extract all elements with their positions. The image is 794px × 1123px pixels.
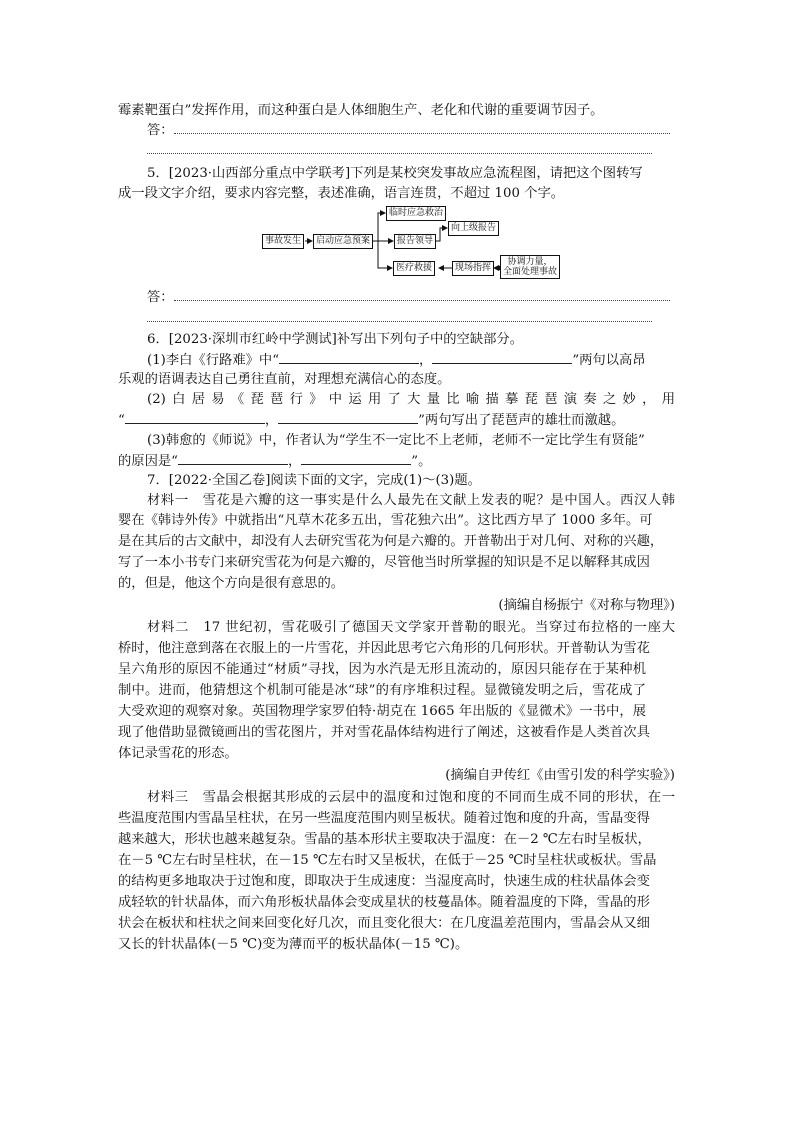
flow-node-report-superior: 向上级报告: [448, 221, 499, 236]
q5-line-2: 成一段文字介绍，要求内容完整，表述准确，语言连贯，不超过 100 个字。: [118, 186, 565, 201]
flow-node-first-aid: 临时应急救治: [386, 206, 446, 221]
m2-line: 现了他借助显微镜画出的雪花图片，并对雪花晶体结构进行了阐述，这被看作是人类首次具: [118, 725, 650, 740]
flow-node-accident: 事故发生: [262, 234, 304, 249]
fill-blank[interactable]: [301, 451, 411, 465]
m1-line: 的，但是，他这个方向是很有意思的。: [118, 576, 345, 591]
q6-2-line-2: [118, 410, 646, 431]
flow-node-coordinate: [500, 255, 560, 279]
m2-line: 大受欢迎的观察对象。英国物理学家罗伯特·胡克在 1665 年出版的《显微术》一书中，展: [118, 704, 646, 719]
flow-node-coordinate-line-1: 协调力量，: [507, 257, 553, 267]
q6-3-line-2: [118, 451, 646, 472]
answer-label: 答：: [147, 123, 174, 138]
fill-blank[interactable]: [278, 410, 418, 424]
answer-dotted-line: [174, 288, 670, 301]
m3-line: 状会在板状和柱状之间来回变化好几次，而且变化很大：在几度温差范围内，雪晶会从又细: [118, 916, 650, 931]
flow-node-report-leader: 报告领导: [394, 234, 436, 249]
m3-line: 些温度范围内雪晶呈柱状，在另一些温度范围内则呈板状。随着过饱和度的升高，雪晶变得: [118, 811, 650, 826]
comma: ，: [264, 413, 279, 428]
m2-line: 桥时，他注意到落在衣服上的一片雪花，并因此思考它六角形的几何形状。开普勒认为雪花: [118, 641, 650, 656]
m3-line: 的结构更多地取决于过饱和度，即取决于生成速度：当湿度高时，快速生成的柱状晶体会变: [118, 874, 650, 889]
m3-line: 越来越大，形状也越来越复杂。雪晶的基本形状主要取决于温度：在－2 ℃左右时呈板状，: [118, 832, 651, 847]
m1-source: (摘编自杨振宁《对称与物理》): [498, 598, 675, 613]
fill-blank[interactable]: [178, 451, 288, 465]
flowchart-arrows: [0, 0, 794, 300]
answer-dotted-line: [147, 309, 652, 322]
comma: ，: [288, 454, 302, 469]
m3-line: 在－5 ℃左右时呈柱状，在－15 ℃左右时又呈板状，在低于－25 ℃时呈柱状或板状。雪晶: [118, 853, 657, 868]
fill-blank[interactable]: [432, 350, 572, 364]
m1-line: 是在其后的古文献中，却没有人去研究雪花为何是六瓣的。开普勒出于对几何、对称的兴趣，: [118, 534, 664, 549]
q6-1-prefix: (1)李白《行路难》中“: [147, 353, 280, 368]
comma: ，: [419, 353, 433, 368]
q5-line-1: 5．[2023·山西部分重点中学联考]下列是某校突发事故应急流程图，请把这个图转写: [147, 166, 643, 181]
m1-line: 材料一 雪花是六瓣的这一事实是什么人最先在文献上发表的呢？是中国人。西汉人韩: [147, 493, 675, 508]
q6-3-prefix: 的原因是“: [118, 454, 178, 469]
m1-line: 婴在《韩诗外传》中就指出“凡草木花多五出，雪花独六出”。这比西方早了 1000 多年。可: [118, 513, 653, 528]
q6-3-line-1: (3)韩愈的《师说》中，作者认为“学生不一定比不上老师，老师不一定比学生有贤能”: [147, 433, 645, 448]
answer-line-3: [147, 288, 675, 308]
q7-stem: 7．[2022·全国乙卷]阅读下面的文字，完成(1)～(3)题。: [147, 473, 481, 488]
q6-1-line-1: [147, 350, 675, 371]
fill-blank[interactable]: [279, 350, 419, 364]
answer-label: 答：: [147, 290, 174, 305]
q6-1-suffix: ”两句以高昂: [572, 353, 646, 368]
m3-line: 成轻软的针状晶体，而六角形板状晶体会变成星状的枝蔓晶体。随着温度的下降，雪晶的形: [118, 895, 650, 910]
flow-node-coordinate-line-2: 全面处理事故: [503, 267, 558, 277]
flow-node-plan: 启动应急预案: [313, 234, 373, 249]
m1-line: 写了一本小书专门来研究雪花为何是六瓣的，尽管他当时所掌握的知识是不足以解释其成因: [118, 555, 650, 570]
open-quote: “: [118, 413, 125, 428]
q6-2-line-1: (2)白居易《琵琶行》中运用了大量比喻描摹琵琶演奏之妙，用: [147, 392, 675, 407]
m2-source: (摘编自尹传红《由雪引发的科学实验》): [445, 768, 675, 783]
m2-line: 材料二 17 世纪初，雪花吸引了德国天文学家开普勒的眼光。当穿过布拉格的一座大: [147, 620, 675, 635]
m3-line: 又长的针状晶体(－5 ℃)变为薄而平的板状晶体(－15 ℃)。: [118, 937, 469, 952]
top-text: 霉素靶蛋白”发挥作用，而这种蛋白是人体细胞生产、老化和代谢的重要调节因子。: [118, 103, 604, 118]
answer-line-4: [147, 309, 675, 329]
m2-line: 呈六角形的原因不能通过“材质”寻找，因为水汽是无形且流动的，原因只能存在于某种机: [118, 662, 646, 677]
q6-2-suffix: ”两句写出了琵琶声的雄壮而激越。: [418, 413, 625, 428]
flow-node-medical: 医疗救援: [393, 261, 435, 276]
m2-line: 体记录雪花的形态。: [118, 746, 238, 761]
q6-3-suffix: ”。: [411, 454, 432, 469]
m2-line: 制中。进而，他猜想这个机制可能是冰“球”的有序堆积过程。显微镜发明之后，雪花成了: [118, 683, 646, 698]
fill-blank[interactable]: [125, 410, 265, 424]
flow-node-command: 现场指挥: [452, 261, 494, 276]
m3-line: 材料三 雪晶会根据其形成的云层中的温度和过饱和度的不同而生成不同的形状，在一: [147, 790, 675, 805]
q6-stem: 6．[2023·深圳市红岭中学测试]补写出下列句子中的空缺部分。: [147, 332, 524, 347]
q6-1-line-2: 乐观的语调表达自己勇往直前，对理想充满信心的态度。: [118, 372, 451, 387]
